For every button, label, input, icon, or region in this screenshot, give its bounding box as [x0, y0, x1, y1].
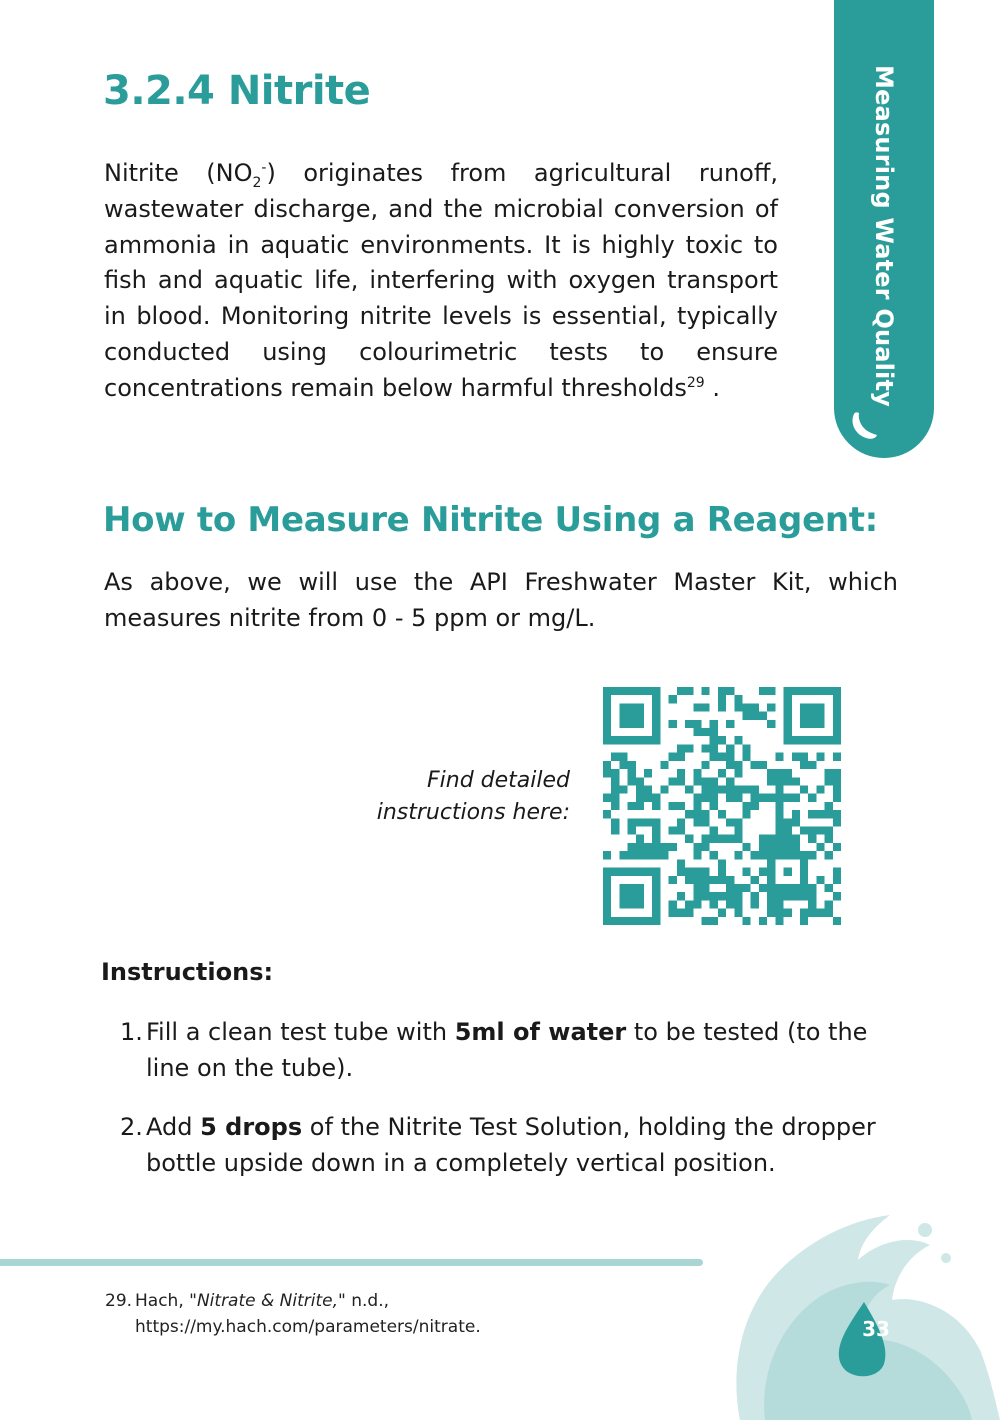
footnote: 29. Hach, "Nitrate & Nitrite," n.d., https://my.hach.com/parameters/nitrate.	[105, 1291, 481, 1337]
section-title: 3.2.4 Nitrite	[103, 68, 371, 114]
kit-description: As above, we will use the API Freshwater Master Kit, which measures nitrite from 0 - 5 ppm or mg/L.	[104, 568, 898, 632]
reference-29: 29	[686, 374, 705, 391]
qr-caption: Find detailed instructions here:	[376, 768, 570, 825]
side-tab-label: Measuring Water Quality	[870, 64, 898, 408]
subscript: 2	[252, 174, 262, 191]
footer-divider	[0, 1259, 703, 1266]
instructions-heading: Instructions:	[101, 958, 274, 986]
footnote-url[interactable]: https://my.hach.com/parameters/nitrate.	[135, 1317, 481, 1337]
water-drop-icon	[846, 408, 882, 444]
intro-paragraph: Nitrite $(NO_2^-)$ originates from agricultural runoff, wastewater discharge, and the microbial conversion of ammonia in aquatic environments. It is highly toxic to fish and aquatic life, interfering with oxygen transport in blood. Monitoring nitrite levels is essential, typically conducted using colourimetric tests to ensure concentrations remain below harmful thresholds$^{29}$ .	[104, 159, 779, 402]
page-number: 33	[862, 1317, 890, 1341]
instruction-step-2: 2. Add 5 drops of the Nitrite Test Solution, holding the dropper bottle upside down in a completely vertical position.	[120, 1113, 876, 1177]
superscript: -	[261, 160, 267, 176]
qr-code[interactable]	[603, 687, 841, 925]
instruction-step-1: 1. Fill a clean test tube with 5ml of water to be tested (to the line on the tube).	[120, 1018, 868, 1082]
how-to-heading: How to Measure Nitrite Using a Reagent:	[103, 500, 878, 540]
